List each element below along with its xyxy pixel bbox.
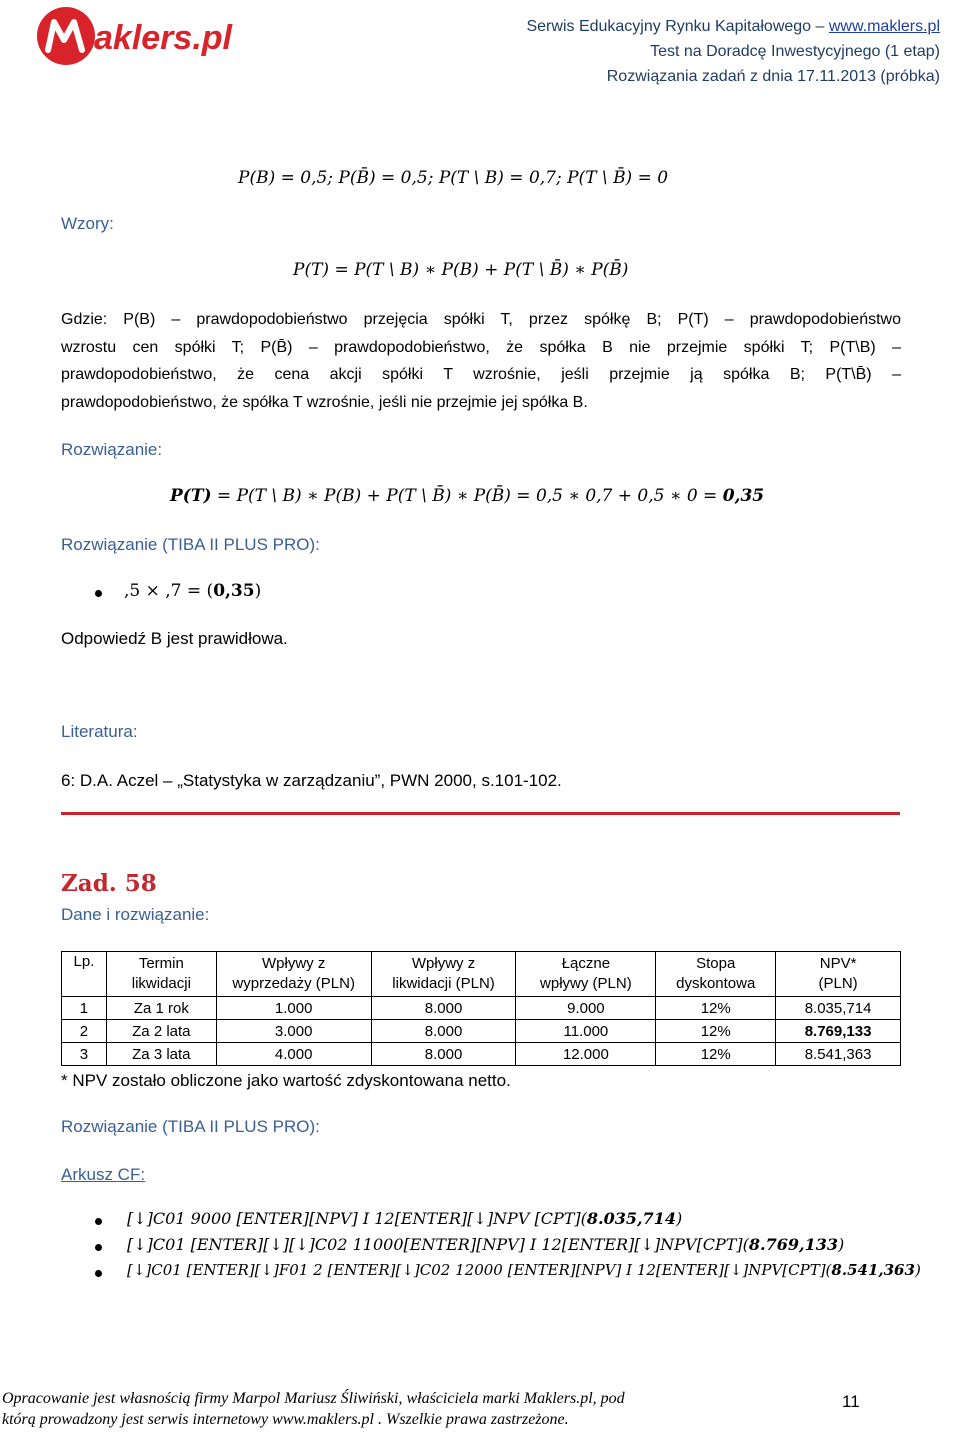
answer-text: Odpowiedź B jest prawidłowa.: [61, 629, 288, 648]
literature-label: Literatura:: [61, 722, 138, 741]
definitions-paragraph: [61, 306, 901, 416]
keystroke-line-1: [↓]C01 9000 [ENTER][NPV] I 12[ENTER][↓]NPV [CPT](8.035,714): [127, 1209, 683, 1228]
header-line-3: Rozwiązania zadań z dnia 17.11.2013 (próbka): [606, 68, 940, 85]
header-cell-term: Termin likwidacji: [106, 952, 216, 997]
table-cell: Za 3 lata: [106, 1043, 216, 1066]
keystroke-line-2: [↓]C01 [ENTER][↓][↓]C02 11000[ENTER][NPV] I 12[ENTER][↓]NPV[CPT](8.769,133): [127, 1235, 845, 1254]
header-cell-npv: NPV* (PLN): [776, 952, 901, 997]
table-note: * NPV zostało obliczone jako wartość zdyskontowana netto.: [61, 1071, 511, 1090]
keystroke-line-3: [↓]C01 [ENTER][↓]F01 2 [ENTER][↓]C02 12000 [ENTER][NPV] I 12[ENTER][↓]NPV[CPT](8.541,363): [127, 1261, 921, 1279]
solution-label: Rozwiązanie:: [61, 440, 163, 459]
footer-line-2: którą prowadzony jest serwis internetowy www.maklers.pl . Wszelkie prawa zastrzeżone.: [2, 1411, 569, 1428]
formulas-label: Wzory:: [61, 214, 114, 233]
definitions-line-1: Gdzie: P(B) – prawdopodobieństwo przejęcia spółki T, przez spółkę B; P(T) – prawdopodobieństwo: [61, 311, 901, 328]
table-cell: 12%: [656, 1043, 776, 1066]
logo-text: aklers.pl: [94, 19, 232, 57]
header-cell-total-inflows: Łączne wpływy (PLN): [516, 952, 656, 997]
header-cell-discount-rate: Stopa dyskontowa: [656, 952, 776, 997]
formula-probabilities: P(B) = 0,5; P(B̄) = 0,5; P(T \ B) = 0,7; P(T \ B̄) = 0: [238, 168, 669, 188]
table-cell: 8.000: [371, 997, 516, 1020]
literature-entry: 6: D.A. Aczel – „Statystyka w zarządzaniu”, PWN 2000, s.101-102.: [61, 771, 562, 790]
definitions-line-3: prawdopodobieństwo, że cena akcji spółki T wzrośnie, jeśli przejmie ją spółka B; P(T\B̄) –: [61, 366, 901, 383]
tiba-solution-label: Rozwiązanie (TIBA II PLUS PRO):: [61, 535, 320, 554]
table-cell: 2: [62, 1020, 107, 1043]
solution-equation-lhs: P(T): [170, 486, 212, 506]
table-row: [62, 1020, 901, 1043]
header-line-2: Test na Doradcę Inwestycyjnego (1 etap): [650, 43, 940, 60]
page-number: 11: [842, 1392, 860, 1411]
table-cell: 8.000: [371, 1020, 516, 1043]
table-cell: 8.035,714: [776, 997, 901, 1020]
table-cell: 3: [62, 1043, 107, 1066]
table-cell: 12.000: [516, 1043, 656, 1066]
formula-total-probability: P(T) = P(T \ B) ∗ P(B) + P(T \ B̄) ∗ P(B̄): [293, 260, 629, 280]
table-cell: Za 2 lata: [106, 1020, 216, 1043]
definitions-line-2: wzrostu cen spółki T; P(B̄) – prawdopodobieństwo, że spółka B nie przejmie spółki T; P(T\B) –: [61, 338, 901, 356]
bullet: [95, 1244, 102, 1251]
task-tiba-label: Rozwiązanie (TIBA II PLUS PRO):: [61, 1117, 320, 1136]
bullet: [95, 590, 102, 597]
table-cell: 11.000: [516, 1020, 656, 1043]
tiba-calculation: ,5 × ,7 = (0,35): [124, 581, 262, 601]
header-site-link[interactable]: www.maklers.pl: [828, 18, 940, 35]
table-cell: 8.000: [371, 1043, 516, 1066]
footer-line-1: Opracowanie jest własnością firmy Marpol Mariusz Śliwiński, właściciela marki Maklers.pl, pod: [2, 1390, 625, 1407]
task-given-label: Dane i rozwiązanie:: [61, 905, 210, 924]
header-cell-liquidation-inflows: Wpływy z likwidacji (PLN): [371, 952, 516, 997]
header-cell-lp: Lp.: [62, 952, 107, 997]
table-cell: 1.000: [216, 997, 371, 1020]
definitions-line-4: prawdopodobieństwo, że spółka T wzrośnie, jeśli nie przejmie jej spółka B.: [61, 393, 588, 411]
solution-equation-rhs: = P(T \ B) ∗ P(B) + P(T \ B̄) ∗ P(B̄) = 0,5 ∗ 0,7 + 0,5 ∗ 0 =: [211, 486, 723, 506]
table-cell: 12%: [656, 997, 776, 1020]
cashflow-table: [61, 951, 901, 1066]
header-line-1: Serwis Edukacyjny Rynku Kapitałowego – www.maklers.pl: [526, 18, 940, 35]
cf-worksheet-label: Arkusz CF:: [61, 1165, 146, 1184]
bullet: [95, 1218, 102, 1225]
solution-equation: [170, 486, 764, 506]
table-cell: 4.000: [216, 1043, 371, 1066]
solution-equation-result: 0,35: [722, 486, 765, 506]
table-header-row: [62, 952, 901, 997]
table-row: [62, 997, 901, 1020]
table-row: [62, 1043, 901, 1066]
table-cell: Za 1 rok: [106, 997, 216, 1020]
table-cell-best-npv: 8.769,133: [776, 1020, 901, 1043]
table-cell: 8.541,363: [776, 1043, 901, 1066]
maklers-logo: [36, 6, 236, 68]
bullet: [95, 1270, 102, 1277]
header-cell-sale-inflows: Wpływy z wyprzedaży (PLN): [216, 952, 371, 997]
table-cell: 12%: [656, 1020, 776, 1043]
task-title: Zad. 58: [61, 870, 157, 897]
section-divider: [61, 812, 900, 815]
table-cell: 3.000: [216, 1020, 371, 1043]
table-cell: 9.000: [516, 997, 656, 1020]
table-cell: 1: [62, 997, 107, 1020]
